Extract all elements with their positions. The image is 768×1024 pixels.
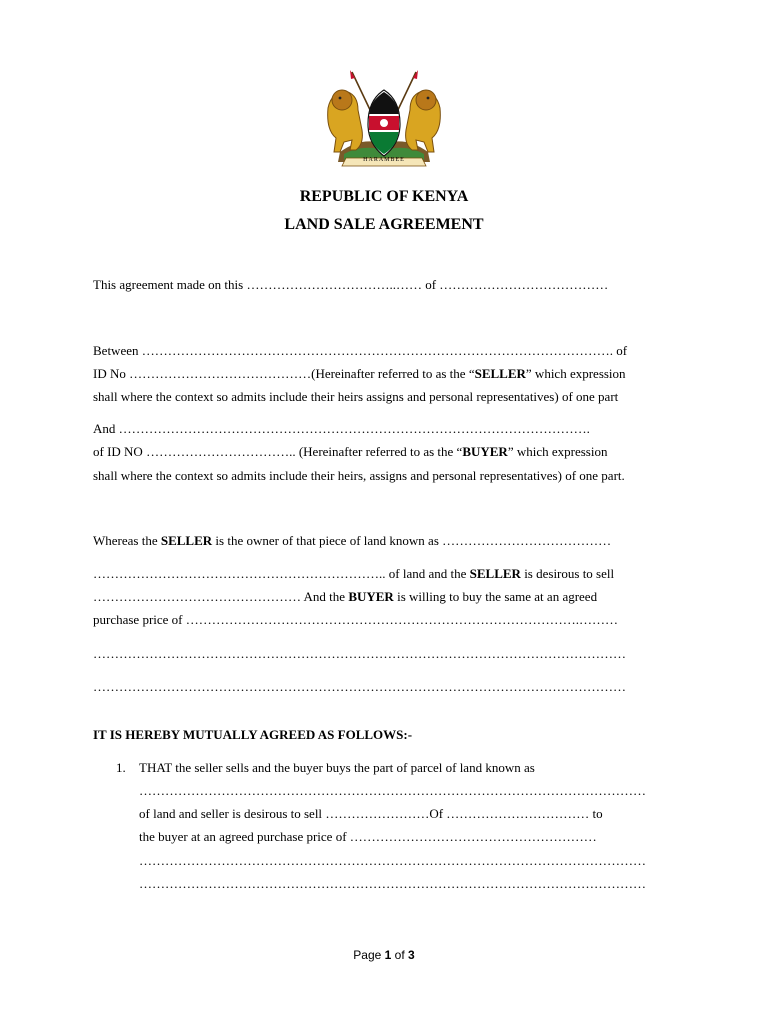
whereas-text: of land and the — [385, 566, 470, 581]
buyer-term: BUYER — [462, 444, 508, 459]
portion-blank: ………………………………………… — [93, 589, 301, 604]
clause1-blank-line-6: ……………………………………………………………………………………………………… — [139, 876, 646, 891]
buyer-id-line — [93, 444, 607, 460]
buyer-heirs-line: shall where the context so admits include their heirs, assigns and personal representatives) of one part. — [93, 468, 625, 483]
buyer-name-line — [93, 421, 590, 437]
clause-text: the buyer at an agreed purchase price of — [139, 829, 350, 844]
id-label: of ID NO — [93, 444, 147, 459]
parcel-blank: …………………………… — [446, 806, 590, 821]
seller-term: SELLER — [160, 533, 213, 548]
page-word: Page — [353, 948, 385, 962]
whereas-text: And the — [301, 589, 349, 604]
whereas-text: is desirous to sell — [520, 566, 615, 581]
crest-motto: HARAMBEE — [363, 157, 405, 163]
whereas-text: Whereas the — [93, 533, 161, 548]
agreed-heading: IT IS HEREBY MUTUALLY AGREED AS FOLLOWS:- — [93, 727, 413, 742]
clause-number: 1. — [116, 760, 126, 775]
page-number-footer — [0, 948, 768, 962]
hereinafter-text: (Hereinafter referred to as the “ — [295, 444, 463, 459]
clause1-line-4 — [139, 829, 597, 845]
date-blank: ……………………………..…… — [246, 277, 422, 292]
between-label: Between — [93, 343, 142, 358]
expression-text: ” which expression — [507, 444, 608, 459]
purchase-price-blank: ……………………………………………………………………………….……… — [185, 612, 619, 627]
clause1-blank-line-5: ……………………………………………………………………………………………………… — [139, 853, 646, 868]
current-page-number: 1 — [384, 948, 392, 962]
clause1-line-1: THAT the seller sells and the buyer buys the part of parcel of land known as — [139, 760, 535, 775]
id-label: ID No — [93, 366, 130, 381]
seller-id-blank: …………………………………… — [129, 366, 312, 381]
clause-text: of land and seller is desirous to sell — [139, 806, 326, 821]
intro-line — [93, 277, 608, 293]
land-size-blank: ………………………………………………………….. — [93, 566, 386, 581]
sell-portion-blank: …………………… — [325, 806, 430, 821]
seller-name-blank: ………………………………………………………………………………………………. — [141, 343, 613, 358]
whereas-line-4 — [93, 612, 618, 628]
buyer-id-blank: …………………………….. — [146, 444, 296, 459]
hereinafter-text: (Hereinafter referred to as the “ — [311, 366, 475, 381]
whereas-line-1 — [93, 533, 611, 549]
purchase-price-label: purchase price of — [93, 612, 186, 627]
to-label: to — [589, 806, 603, 821]
whereas-blank-line-6: …………………………………………………………………………………………………………… — [93, 679, 626, 694]
seller-heirs-line: shall where the context so admits include their heirs assigns and personal representatives) of one part — [93, 389, 619, 404]
whereas-line-3 — [93, 589, 597, 605]
month-year-blank: ………………………………… — [439, 277, 609, 292]
expression-text: ” which expression — [525, 366, 626, 381]
agreed-price-blank: ………………………………………………… — [349, 829, 597, 844]
intro-text-of: of — [421, 277, 440, 292]
whereas-text: is willing to buy the same at an agreed — [393, 589, 598, 604]
buyer-term: BUYER — [348, 589, 394, 604]
of-word: of — [391, 948, 409, 962]
buyer-name-blank: ………………………………………………………………………………………………. — [118, 421, 590, 436]
seller-name-line — [93, 343, 627, 359]
and-label: And — [93, 421, 119, 436]
whereas-text: is the owner of that piece of land known as — [212, 533, 443, 548]
seller-id-line — [93, 366, 626, 382]
clause1-blank-line-2: ……………………………………………………………………………………………………… — [139, 783, 646, 798]
land-name-blank: ………………………………… — [442, 533, 612, 548]
seller-term: SELLER — [469, 566, 521, 581]
whereas-blank-line-5: …………………………………………………………………………………………………………… — [93, 646, 626, 661]
of-label: of — [612, 343, 628, 358]
heading-republic: REPUBLIC OF KENYA — [299, 188, 469, 205]
whereas-line-2 — [93, 566, 614, 582]
seller-term: SELLER — [474, 366, 526, 381]
heading-agreement-title: LAND SALE AGREEMENT — [284, 216, 484, 233]
clause1-line-3 — [139, 806, 603, 822]
intro-text: This agreement made on this — [93, 277, 247, 292]
total-pages-number: 3 — [408, 948, 415, 962]
of-label: Of — [429, 806, 447, 821]
